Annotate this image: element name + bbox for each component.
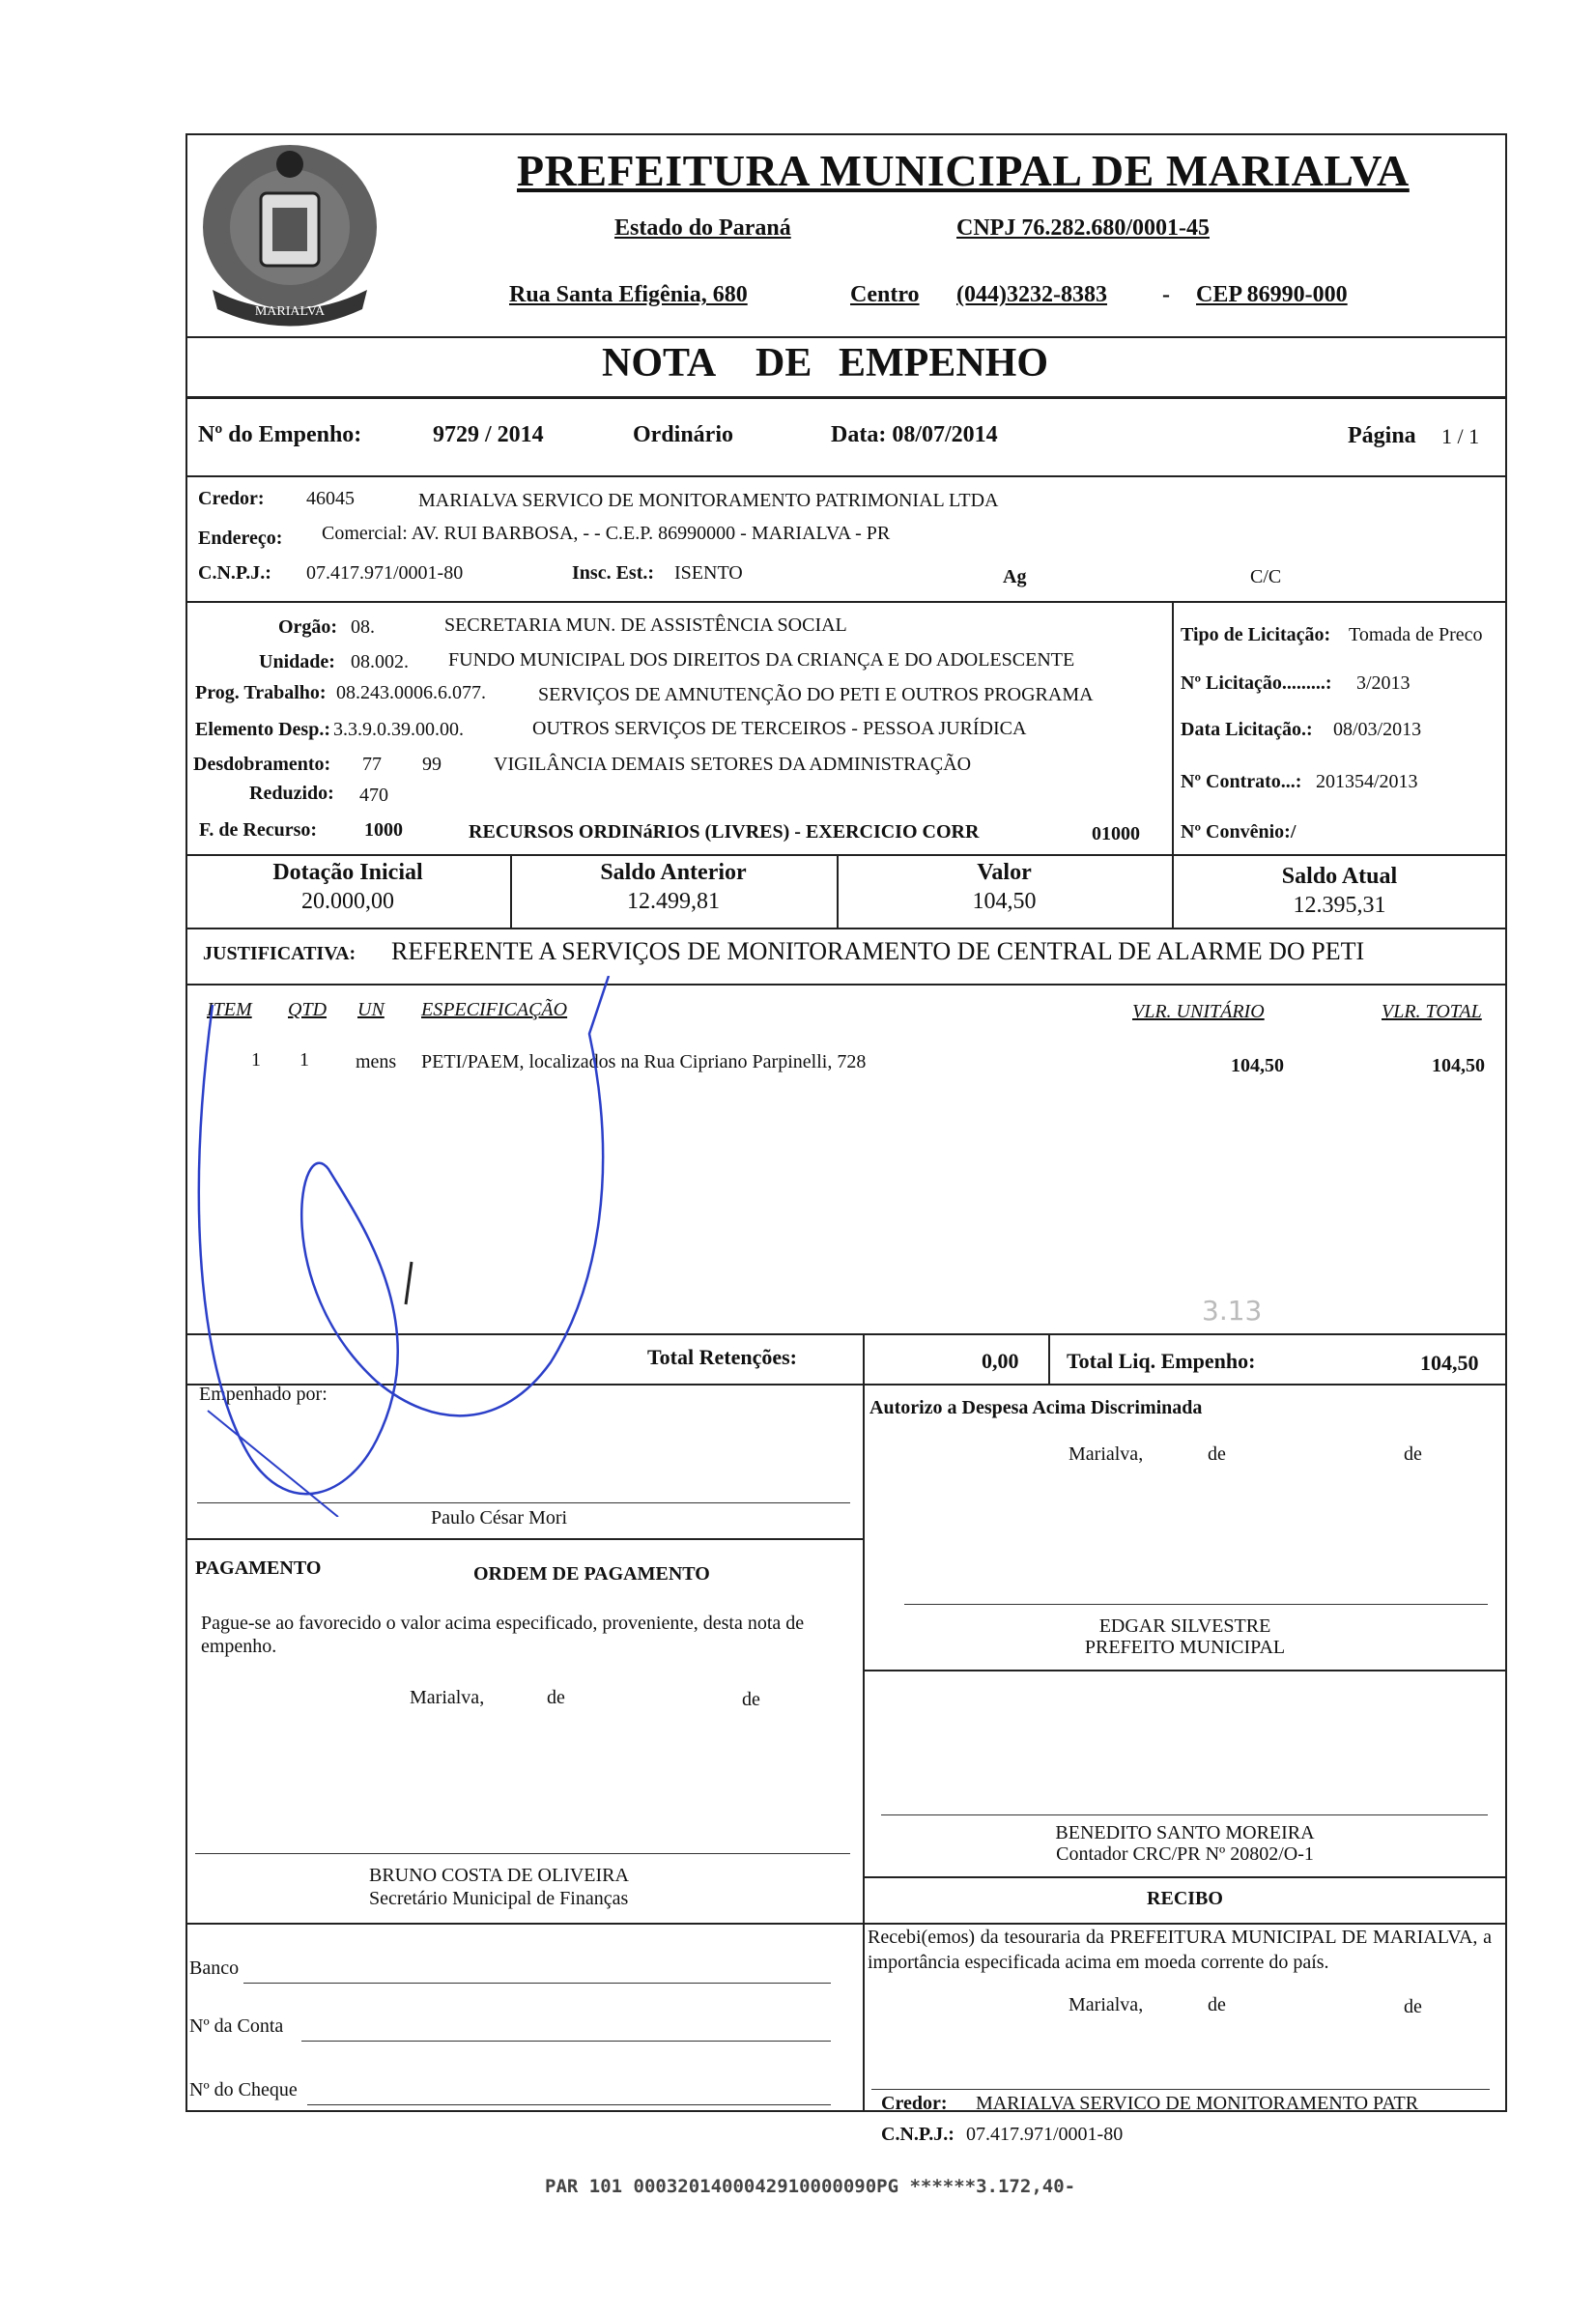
row-un: mens	[356, 1051, 397, 1072]
pagamento-city: Marialva,	[410, 1687, 485, 1708]
orgao-code: 08.	[351, 616, 375, 638]
num-licitacao-label: Nº Licitação.........:	[1181, 672, 1332, 694]
col-header-item: ITEM	[207, 999, 252, 1020]
prog-trabalho-code: 08.243.0006.6.077.	[336, 682, 486, 703]
recibo-text: Recebi(emos) da tesouraria da PREFEITURA MUNICIPAL DE MARIALVA, a importância especificada acima em moeda corrente do país.	[868, 1927, 1492, 1973]
signature-line	[871, 2089, 1490, 2090]
col-header-qtd: QTD	[288, 999, 328, 1020]
district-label: Centro	[850, 282, 920, 307]
cnpj-value: 07.417.971/0001-80	[306, 562, 464, 584]
cnpj-header: CNPJ 76.282.680/0001-45	[956, 215, 1210, 241]
recibo-cnpj-label: C.N.P.J.:	[881, 2124, 955, 2145]
empenhado-por-name: Paulo César Mori	[431, 1507, 568, 1528]
empenho-type: Ordinário	[633, 422, 734, 447]
total-liquido-label: Total Liq. Empenho:	[1067, 1349, 1256, 1373]
ag-label: Ag	[1003, 566, 1027, 587]
pagamento-label: PAGAMENTO	[195, 1557, 322, 1579]
cep-label: CEP 86990-000	[1196, 282, 1348, 307]
endereco-label: Endereço:	[198, 528, 283, 549]
elemento-name: OUTROS SERVIÇOS DE TERCEIROS - PESSOA JURÍDICA	[532, 718, 1027, 739]
divider	[185, 928, 1507, 929]
recibo-credor-label: Credor:	[881, 2093, 948, 2114]
unidade-label: Unidade:	[259, 651, 335, 672]
conta-label: Nº da Conta	[189, 2015, 284, 2037]
divider	[863, 1333, 865, 1384]
handwritten-note: 3.13	[1202, 1295, 1263, 1327]
credor-name: MARIALVA SERVICO DE MONITORAMENTO PATRIMONIAL LTDA	[418, 490, 999, 511]
justificativa-label: JUSTIFICATIVA:	[203, 943, 356, 964]
coat-of-arms-icon	[193, 135, 386, 338]
col-header-especificacao: ESPECIFICAÇÃO	[421, 999, 568, 1020]
signature-line	[881, 1814, 1488, 1815]
banco-label: Banco	[189, 1957, 240, 1979]
col-header-vlr-unitario: VLR. UNITÁRIO	[1132, 1001, 1265, 1022]
unidade-name: FUNDO MUNICIPAL DOS DIREITOS DA CRIANÇA E DO ADOLESCENTE	[448, 649, 1075, 671]
separator: -	[1162, 282, 1170, 307]
reduzido-value: 470	[359, 785, 388, 806]
cc-label: C/C	[1250, 566, 1282, 587]
pagamento-de-2: de	[742, 1689, 760, 1710]
contador-name: BENEDITO SANTO MOREIRA	[1055, 1822, 1315, 1843]
doc-title-word-3: EMPENHO	[839, 341, 1048, 386]
recibo-label: RECIBO	[1147, 1888, 1223, 1909]
handwritten-signature-icon	[184, 976, 628, 1517]
prefeito-title: PREFEITO MUNICIPAL	[1084, 1637, 1286, 1658]
tipo-licitacao-value: Tomada de Preco	[1349, 624, 1483, 645]
contador-title: Contador CRC/PR Nº 20802/O-1	[1056, 1843, 1314, 1865]
dotacao-label: Dotação Inicial	[272, 860, 423, 885]
cheque-field[interactable]	[307, 2104, 831, 2105]
signature-line	[904, 1604, 1488, 1605]
row-item: 1	[251, 1049, 261, 1071]
saldo-atual-label: Saldo Atual	[1281, 864, 1398, 889]
banco-field[interactable]	[243, 1983, 831, 1984]
total-liquido-value: 104,50	[1420, 1351, 1479, 1375]
row-vlr-unitario: 104,50	[1231, 1055, 1284, 1076]
divider	[185, 1538, 863, 1540]
saldo-anterior-value: 12.499,81	[627, 889, 720, 914]
cheque-label: Nº do Cheque	[189, 2079, 298, 2100]
divider	[185, 396, 1507, 399]
fonte-recurso-code: 1000	[364, 819, 403, 841]
autorizo-label: Autorizo a Despesa Acima Discriminada	[869, 1397, 1203, 1418]
convenio-label: Nº Convênio:/	[1181, 821, 1297, 843]
insc-label: Insc. Est.:	[572, 562, 655, 584]
divider	[863, 1384, 865, 2112]
empenhado-por-label: Empenhado por:	[199, 1384, 328, 1405]
insc-value: ISENTO	[674, 562, 743, 584]
unidade-code: 08.002.	[351, 651, 409, 672]
orgao-name: SECRETARIA MUN. DE ASSISTÊNCIA SOCIAL	[444, 614, 847, 636]
row-especificacao: PETI/PAEM, localizados na Rua Cipriano Parpinelli, 728	[421, 1051, 867, 1072]
valor-label: Valor	[977, 860, 1032, 885]
desdobramento-label: Desdobramento:	[193, 754, 331, 775]
contrato-value: 201354/2013	[1316, 771, 1418, 792]
row-qtd: 1	[299, 1049, 309, 1071]
justificativa-text: REFERENTE A SERVIÇOS DE MONITORAMENTO DE CENTRAL DE ALARME DO PETI	[391, 937, 1365, 965]
col-header-vlr-total: VLR. TOTAL	[1382, 1001, 1482, 1022]
divider	[1172, 601, 1174, 854]
contrato-label: Nº Contrato...:	[1181, 771, 1302, 792]
doc-title-word-2: DE	[755, 341, 812, 386]
elemento-label: Elemento Desp.:	[195, 719, 330, 740]
fonte-recurso-label: F. de Recurso:	[199, 819, 318, 841]
doc-title-word-1: NOTA	[602, 341, 717, 386]
fonte-recurso-name: RECURSOS ORDINáRIOS (LIVRES) - EXERCICIO CORR	[469, 821, 980, 843]
saldo-anterior-label: Saldo Anterior	[600, 860, 747, 885]
recibo-de-1: de	[1208, 1994, 1226, 2015]
prog-trabalho-label: Prog. Trabalho:	[195, 682, 327, 703]
data-licitacao-value: 08/03/2013	[1333, 719, 1422, 740]
divider	[185, 475, 1507, 477]
empenho-date: Data: 08/07/2014	[831, 422, 998, 447]
total-retencoes-label: Total Retenções:	[647, 1345, 797, 1369]
divider	[185, 854, 1507, 856]
divider	[1048, 1333, 1050, 1384]
fonte-recurso-code-2: 01000	[1092, 823, 1140, 844]
divider	[863, 1876, 1507, 1878]
orgao-label: Orgão:	[278, 616, 338, 638]
elemento-code: 3.3.9.0.39.00.00.	[333, 719, 464, 740]
desdobramento-code-2: 99	[422, 754, 442, 775]
credor-code: 46045	[306, 488, 355, 509]
secretario-name: BRUNO COSTA DE OLIVEIRA	[369, 1865, 629, 1886]
recibo-cnpj-value: 07.417.971/0001-80	[966, 2124, 1124, 2145]
prog-trabalho-name: SERVIÇOS DE AMNUTENÇÃO DO PETI E OUTROS PROGRAMA	[538, 684, 1094, 705]
recibo-credor-value: MARIALVA SERVICO DE MONITORAMENTO PATR	[976, 2093, 1419, 2114]
divider	[863, 1670, 1507, 1671]
credor-label: Credor:	[198, 488, 265, 509]
data-licitacao-label: Data Licitação.:	[1181, 719, 1313, 740]
conta-field[interactable]	[301, 2041, 831, 2042]
saldo-atual-value: 12.395,31	[1293, 893, 1386, 918]
endereco-value: Comercial: AV. RUI BARBOSA, - - C.E.P. 86990000 - MARIALVA - PR	[322, 523, 891, 544]
page-label: Página	[1348, 423, 1416, 448]
svg-text:MARIALVA: MARIALVA	[254, 304, 326, 319]
autorizo-de-1: de	[1208, 1443, 1226, 1465]
recibo-de-2: de	[1404, 1996, 1422, 2017]
pagamento-de-1: de	[547, 1687, 565, 1708]
page-value: 1 / 1	[1441, 424, 1480, 448]
state-label: Estado do Paraná	[614, 215, 791, 241]
row-vlr-total: 104,50	[1432, 1055, 1485, 1076]
divider	[185, 601, 1507, 603]
prefeito-name: EDGAR SILVESTRE	[1098, 1615, 1271, 1637]
desdobramento-name: VIGILÂNCIA DEMAIS SETORES DA ADMINISTRAÇÃO	[494, 754, 972, 775]
cnpj-label: C.N.P.J.:	[198, 562, 271, 584]
pague-se-text: Pague-se ao favorecido o valor acima especificado, proveniente, desta nota de empenho.	[201, 1613, 805, 1657]
num-licitacao-value: 3/2013	[1356, 672, 1411, 694]
total-retencoes-value: 0,00	[982, 1349, 1019, 1373]
signature-line	[195, 1853, 850, 1854]
desdobramento-code-1: 77	[362, 754, 382, 775]
autorizo-de-2: de	[1404, 1443, 1422, 1465]
street-address: Rua Santa Efigênia, 680	[509, 282, 748, 307]
valor-value: 104,50	[972, 889, 1037, 914]
empenho-number: 9729 / 2014	[433, 422, 544, 447]
autorizo-city: Marialva,	[1069, 1443, 1144, 1465]
dotacao-value: 20.000,00	[301, 889, 394, 914]
col-header-un: UN	[357, 999, 385, 1020]
ordem-pagamento-label: ORDEM DE PAGAMENTO	[473, 1563, 710, 1585]
municipality-title: PREFEITURA MUNICIPAL DE MARIALVA	[517, 146, 1410, 195]
recibo-city: Marialva,	[1069, 1994, 1144, 2015]
phone-number: (044)3232-8383	[956, 282, 1107, 307]
footer-code: PAR 101 0003201400042910000090PG ******3.172,40-	[545, 2176, 1076, 2197]
empenho-number-label: Nº do Empenho:	[198, 422, 362, 447]
tipo-licitacao-label: Tipo de Licitação:	[1181, 624, 1331, 645]
reduzido-label: Reduzido:	[249, 783, 334, 804]
divider	[185, 336, 1507, 338]
secretario-title: Secretário Municipal de Finanças	[369, 1888, 629, 1909]
